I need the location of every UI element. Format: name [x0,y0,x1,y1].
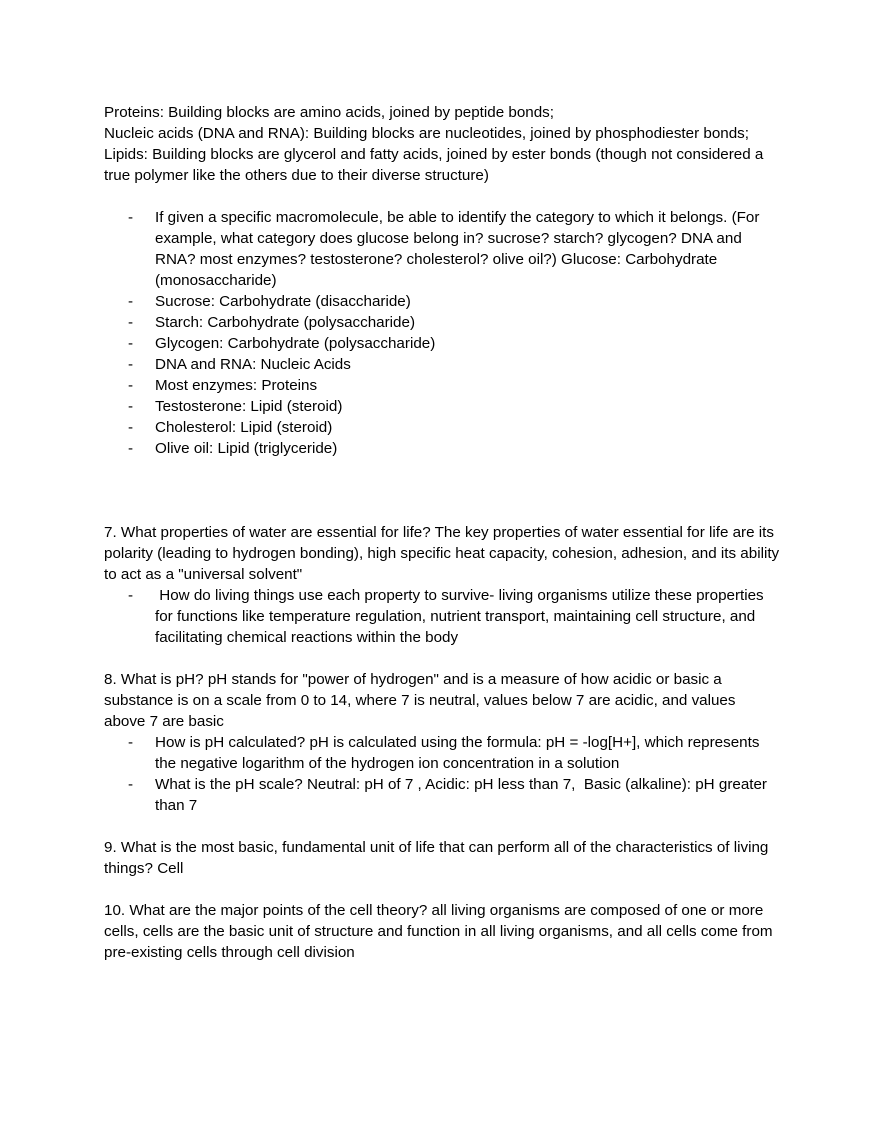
question-8-text: 8. What is pH? pH stands for "power of hydrogen" and is a measure of how acidic or basic a substance is on a scale from 0 to 14, where 7 is neutral, values below 7 are acidic, and values above 7 are basic [104,671,736,730]
list-item [104,732,780,774]
spacer [104,816,780,837]
list-item-text: Starch: Carbohydrate (polysaccharide) [155,314,415,331]
proteins-line: Proteins: Building blocks are amino acids, joined by peptide bonds; [104,104,554,121]
question-7-bullets [104,585,780,648]
list-item [104,354,780,375]
dash-marker: - [128,356,134,373]
spacer [104,459,780,522]
dash-marker: - [128,398,134,415]
list-item-text: Cholesterol: Lipid (steroid) [155,419,333,436]
list-item [104,333,780,354]
dash-marker: - [128,440,134,457]
nucleic-acids-line: Nucleic acids (DNA and RNA): Building blocks are nucleotides, joined by phosphodiester bonds; [104,125,749,142]
question-9 [104,837,780,879]
dash-marker: - [128,314,134,331]
list-item [104,774,780,816]
dash-marker: - [128,734,134,751]
question-7 [104,522,780,648]
list-item-text: Olive oil: Lipid (triglyceride) [155,440,338,457]
dash-marker: - [128,377,134,394]
macromolecule-list [104,207,780,459]
dash-marker: - [128,209,134,226]
spacer [104,186,780,207]
document-page [104,102,780,963]
question-10-text: 10. What are the major points of the cell theory? all living organisms are composed of one or more cells, cells are the basic unit of structure and function in all living organisms, and all cells come from pre-existing cells through cell division [104,902,773,961]
dash-marker: - [128,776,134,793]
list-item [104,291,780,312]
list-item [104,417,780,438]
question-8-bullets [104,732,780,816]
list-item [104,585,780,648]
question-9-text: 9. What is the most basic, fundamental unit of life that can perform all of the characteristics of living things? Cell [104,839,769,877]
list-item-text: Glycogen: Carbohydrate (polysaccharide) [155,335,436,352]
spacer [104,879,780,900]
list-item [104,207,780,291]
intro-block [104,102,780,186]
list-item-text: DNA and RNA: Nucleic Acids [155,356,351,373]
list-item-text: Testosterone: Lipid (steroid) [155,398,343,415]
list-item [104,438,780,459]
list-item-text: How do living things use each property to survive- living organisms utilize these properties for functions like temperature regulation, nutrient transport, maintaining cell structure, and facilitating chemical reactions within the body [155,587,768,646]
dash-marker: - [128,419,134,436]
list-item [104,312,780,333]
question-7-text: 7. What properties of water are essential for life? The key properties of water essential for life are its polarity (leading to hydrogen bonding), high specific heat capacity, cohesion, adhesion, and its ability to act as a "universal solvent" [104,524,780,583]
dash-marker: - [128,587,134,604]
lipids-line: Lipids: Building blocks are glycerol and fatty acids, joined by ester bonds (though not considered a true polymer like the others due to their diverse structure) [104,146,764,184]
list-item-text: What is the pH scale? Neutral: pH of 7 , Acidic: pH less than 7, Basic (alkaline): pH greater than 7 [155,776,772,814]
list-item-text: Most enzymes: Proteins [155,377,318,394]
list-item-text: Sucrose: Carbohydrate (disaccharide) [155,293,411,310]
list-item-text: If given a specific macromolecule, be able to identify the category to which it belongs. (For example, what category does glucose belong in? sucrose? starch? glycogen? DNA and RNA? most enzymes? testosterone? cholesterol? olive oil?) Glucose: Carbohydrate (monosaccharide) [155,209,760,289]
question-10 [104,900,780,963]
dash-marker: - [128,293,134,310]
dash-marker: - [128,335,134,352]
question-8 [104,669,780,816]
spacer [104,648,780,669]
list-item-text: How is pH calculated? pH is calculated using the formula: pH = -log[H+], which represents the negative logarithm of the hydrogen ion concentration in a solution [155,734,760,772]
list-item [104,396,780,417]
list-item [104,375,780,396]
